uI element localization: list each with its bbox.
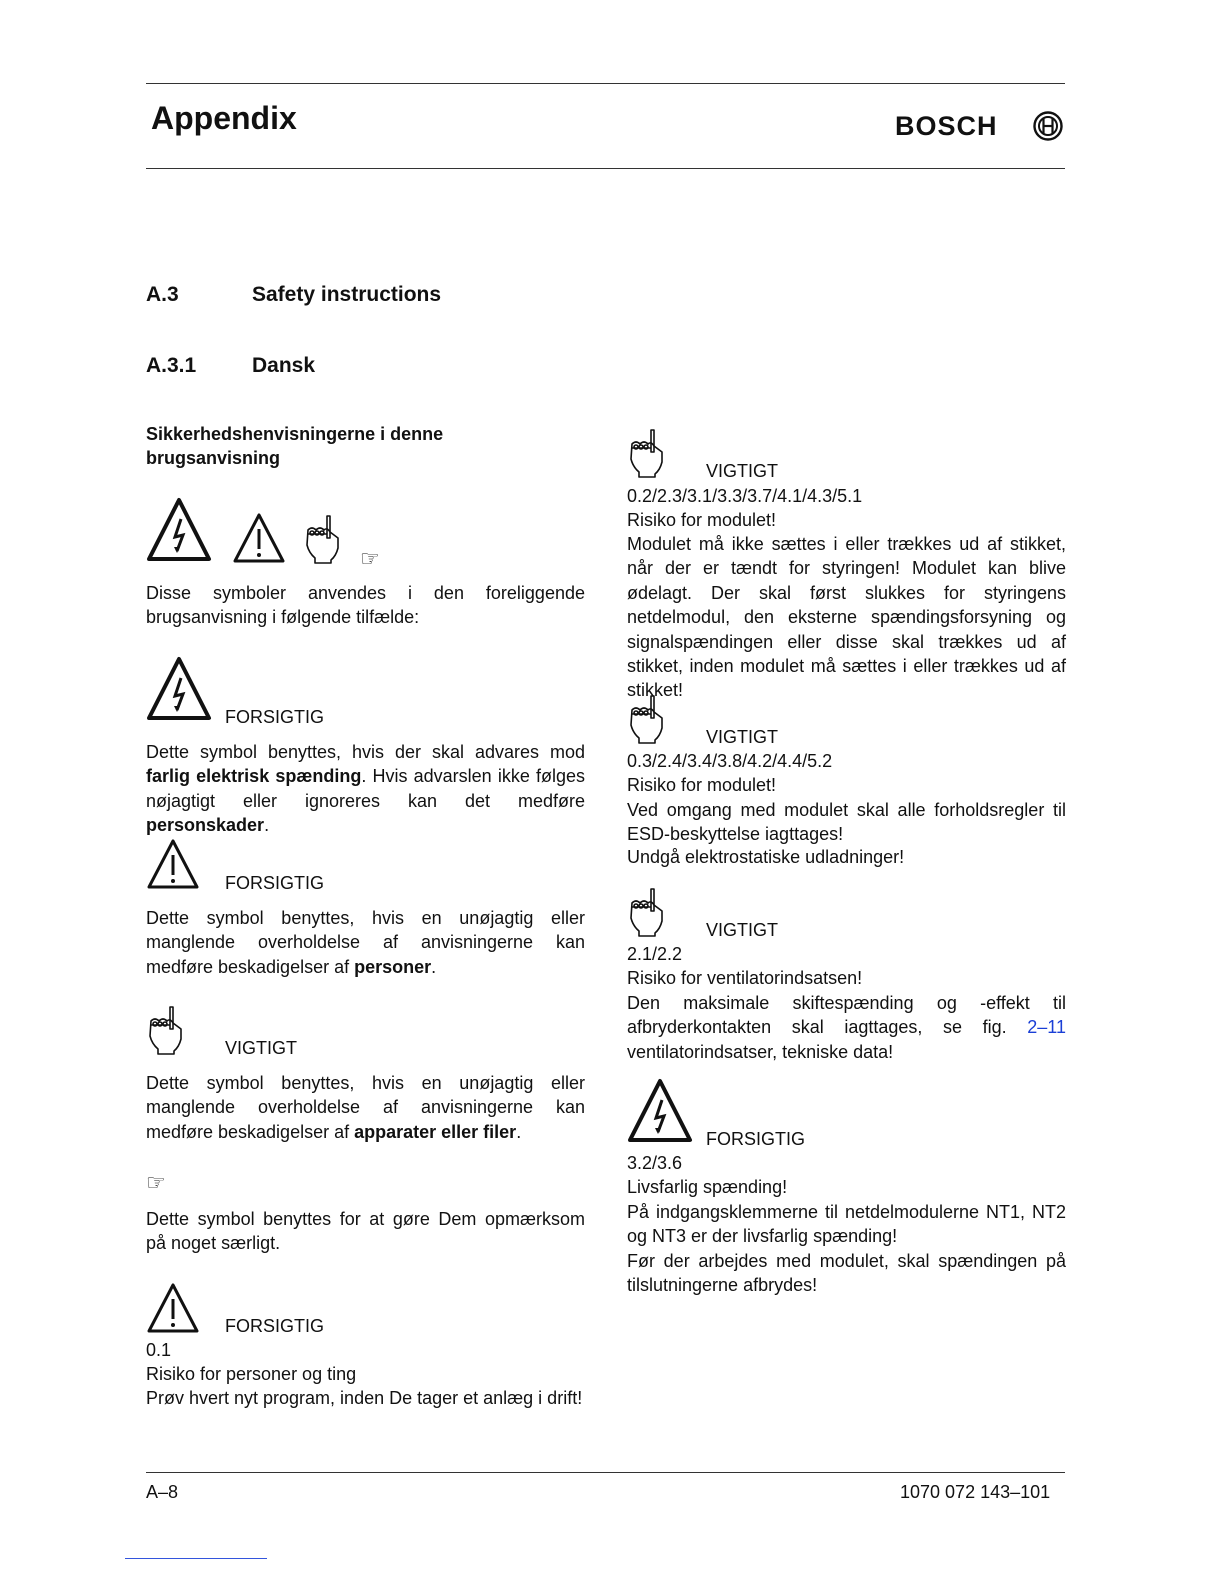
page-title: Appendix xyxy=(151,100,297,136)
block-01-line1: Risiko for personer og ting xyxy=(146,1364,357,1384)
block-2-label: VIGTIGT xyxy=(706,727,778,747)
block-2-ref: 0.3/2.4/3.4/3.8/4.2/4.4/5.2 xyxy=(627,751,833,771)
important-label: VIGTIGT xyxy=(225,1038,297,1058)
block-4-line1: Livsfarlig spænding! xyxy=(627,1177,788,1197)
header-top-rule xyxy=(146,83,1065,84)
block-4-line3: Før der arbejdes med modulet, skal spændingen på tilslutningerne afbrydes! xyxy=(627,1251,1066,1296)
subsection-number: A.3.1 xyxy=(146,354,197,377)
elec-caution-text: Dette symbol benyttes, hvis der skal advares mod farlig elektrisk spænding. Hvis advarslen ikke følges nøjagtigt eller ignoreres kan det medføre personskader. xyxy=(146,742,585,836)
page-number: A–8 xyxy=(146,1482,179,1502)
block-4-label: FORSIGTIG xyxy=(706,1129,805,1149)
block-4-ref: 3.2/3.6 xyxy=(627,1153,683,1173)
caution-text: Dette symbol benyttes, hvis en unøjagtig eller manglende overholdelse af anvisningerne kan medføre beskadigelser af personer. xyxy=(146,908,585,977)
intro-text: Disse symboler anvendes i den foreliggende brugsanvisning i følgende tilfælde: xyxy=(146,583,585,628)
pointing-hand-icon xyxy=(627,428,667,478)
electric-warning-icon xyxy=(146,497,212,563)
electric-warning-icon xyxy=(627,1078,693,1144)
block-3-body: Den maksimale skiftespænding og -effekt til afbryderkontakten skal iagttages, se fig. 2–11 ventilatorindsatser, tekniske data! xyxy=(627,993,1066,1062)
caution-warning-icon xyxy=(232,512,286,564)
block-01-ref: 0.1 xyxy=(146,1340,172,1360)
note-text: Dette symbol benyttes for at gøre Dem opmærksom på noget særligt. xyxy=(146,1209,585,1254)
block-4-line2: På indgangsklemmerne til netdelmodulerne NT1, NT2 og NT3 er der livsfarlig spænding! xyxy=(627,1202,1066,1247)
block-1-label: VIGTIGT xyxy=(706,461,778,481)
caution-warning-icon xyxy=(146,838,200,890)
block-1-body: Modulet må ikke sættes i eller trækkes ud af stikket, når der er tændt for styringen! Modulet kan blive ødelagt. Der skal først slukkes for styringens netdelmodul, den eksterne spændingsforsyning og signalspændingen eller disse skal trækkes ud af stikket, inden modulet må sættes i eller trækkes ud af stikket! xyxy=(627,534,1066,701)
link-underline xyxy=(125,1558,267,1559)
block-3-label: VIGTIGT xyxy=(706,920,778,940)
header-bottom-rule xyxy=(146,168,1065,169)
block-3-line1: Risiko for ventilatorindsatsen! xyxy=(627,968,863,988)
block-01-label: FORSIGTIG xyxy=(225,1316,324,1336)
figure-reference-link[interactable]: 2–11 xyxy=(1027,1017,1066,1038)
block-2-line3: Undgå elektrostatiske udladninger! xyxy=(627,847,905,867)
caution-label: FORSIGTIG xyxy=(225,873,324,893)
brand-name: BOSCH xyxy=(895,111,998,141)
important-text: Dette symbol benyttes, hvis en unøjagtig eller manglende overholdelse af anvisningerne kan medføre beskadigelser af apparater eller filer. xyxy=(146,1073,585,1142)
block-1-ref: 0.2/2.3/3.1/3.3/3.7/4.1/4.3/5.1 xyxy=(627,486,863,506)
block-01-line2: Prøv hvert nyt program, inden De tager et anlæg i drift! xyxy=(146,1388,583,1408)
subsection-title: Dansk xyxy=(252,354,316,377)
note-hand-symbol-icon: ☞ xyxy=(360,546,380,571)
note-hand-symbol-icon: ☞ xyxy=(146,1170,166,1195)
bosch-logo-icon xyxy=(1032,110,1064,142)
block-2-body: Ved omgang med modulet skal alle forholdsregler til ESD-beskyttelse iagttages! xyxy=(627,800,1066,845)
pointing-hand-icon xyxy=(146,1005,186,1055)
pointing-hand-icon xyxy=(627,694,667,744)
intro-heading: Sikkerhedshenvisningerne i denne brugsanvisning xyxy=(146,424,444,469)
elec-caution-label: FORSIGTIG xyxy=(225,707,324,727)
document-number: 1070 072 143–101 xyxy=(900,1482,1051,1502)
pointing-hand-icon xyxy=(627,887,667,937)
block-2-line1: Risiko for modulet! xyxy=(627,775,777,795)
block-1-line1: Risiko for modulet! xyxy=(627,510,777,530)
section-number: A.3 xyxy=(146,283,179,306)
footer-rule xyxy=(146,1472,1065,1473)
electric-warning-icon xyxy=(146,656,212,722)
block-3-ref: 2.1/2.2 xyxy=(627,944,683,964)
caution-warning-icon xyxy=(146,1282,200,1334)
section-title: Safety instructions xyxy=(252,283,442,306)
pointing-hand-icon xyxy=(303,514,343,564)
